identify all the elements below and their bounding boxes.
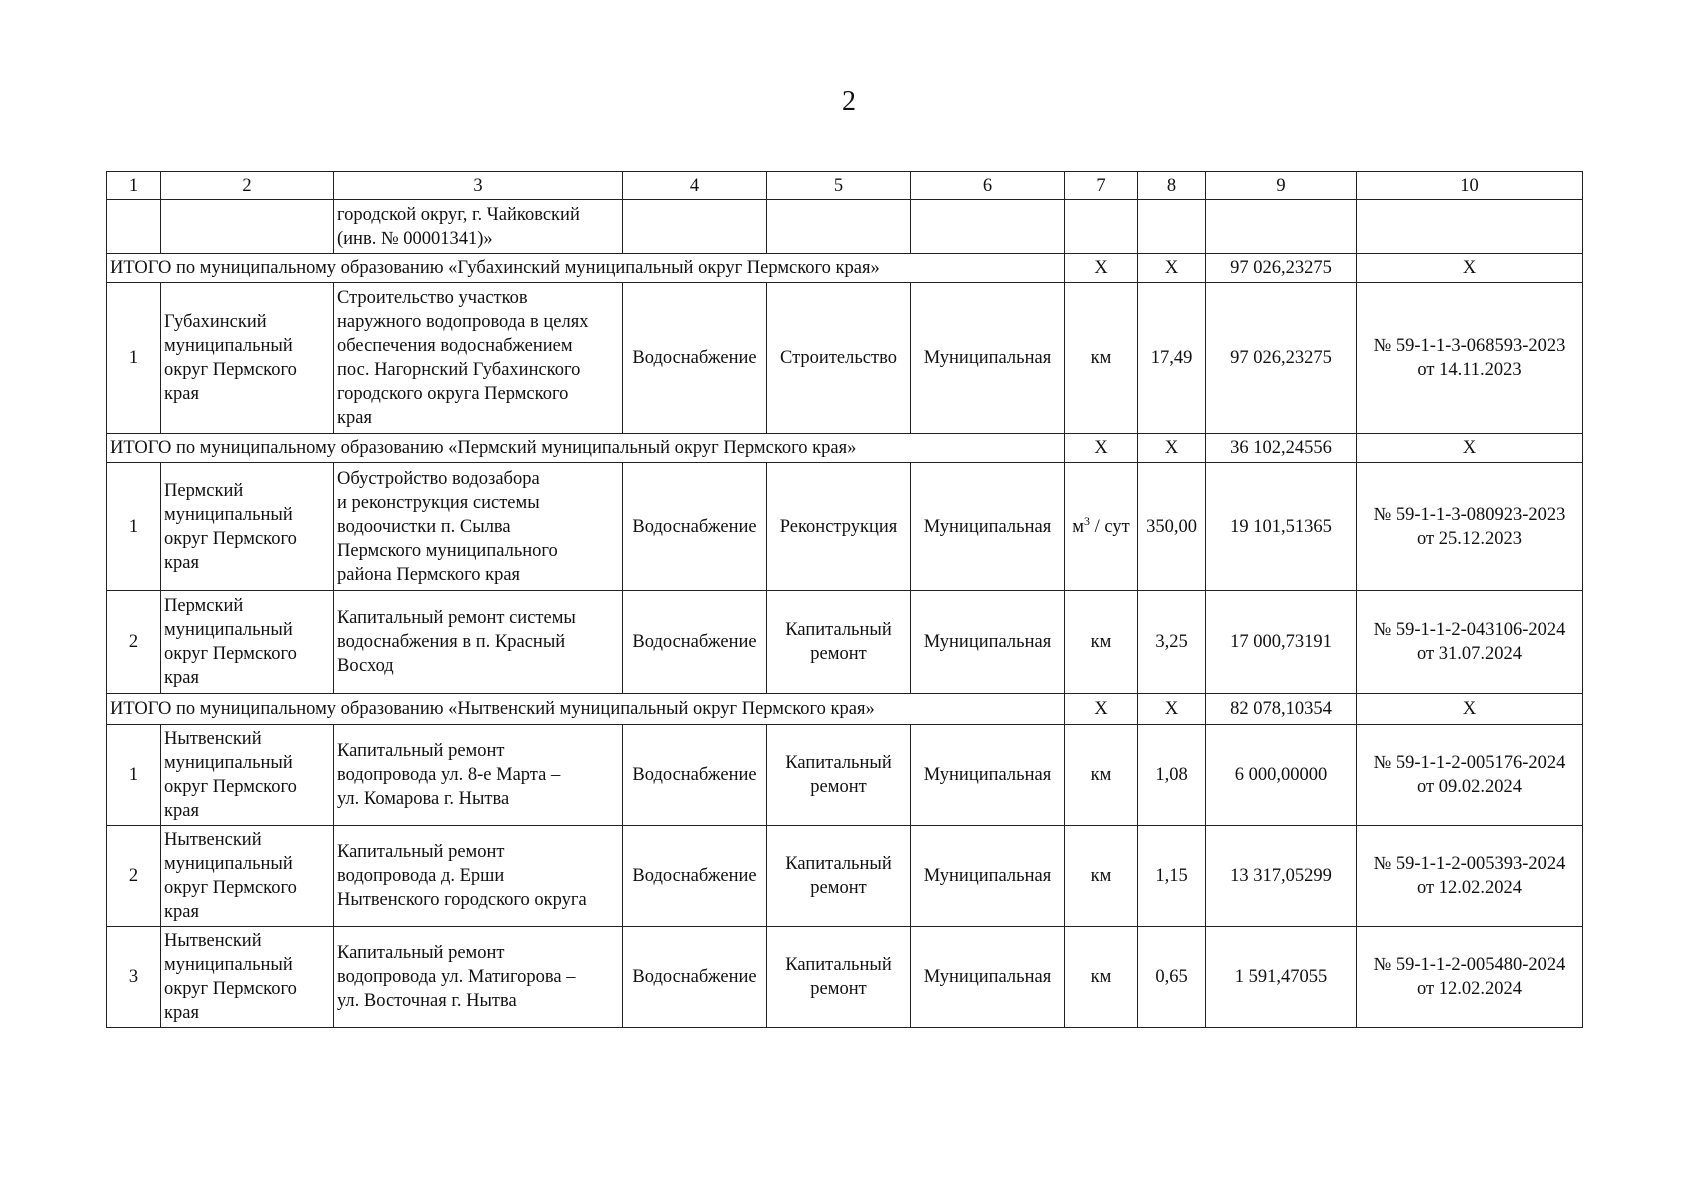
sphere-cell: Водоснабжение <box>623 591 767 694</box>
work-type-cell: Строительство <box>767 283 911 434</box>
sum-cell: 97 026,23275 <box>1206 283 1357 434</box>
quantity-cell: 350,00 <box>1138 463 1206 591</box>
column-number: 10 <box>1357 172 1583 200</box>
unit-cell: км <box>1065 591 1138 694</box>
table-row <box>107 826 1583 927</box>
territory-cell: Пермский муниципальный округ Пермского края <box>161 591 334 694</box>
sphere-cell: Водоснабжение <box>623 725 767 826</box>
column-number: 6 <box>911 172 1065 200</box>
cell-empty <box>1206 200 1357 254</box>
continuation-row <box>107 200 1583 254</box>
sum-cell: 6 000,00000 <box>1206 725 1357 826</box>
table-row <box>107 463 1583 591</box>
total-unit: X <box>1065 434 1138 463</box>
expertise-doc-cell: № 59-1-1-3-080923-2023 от 25.12.2023 <box>1357 463 1583 591</box>
object-name-cell: Капитальный ремонт системы водоснабжения в п. Красный Восход <box>334 591 623 694</box>
territory-cell: Пермский муниципальный округ Пермского края <box>161 463 334 591</box>
column-number: 1 <box>107 172 161 200</box>
quantity-cell: 1,15 <box>1138 826 1206 927</box>
sphere-cell: Водоснабжение <box>623 283 767 434</box>
cell-empty <box>1357 200 1583 254</box>
group-total-label: ИТОГО по муниципальному образованию «Нытвенский муниципальный округ Пермского края» <box>107 694 1065 725</box>
row-number: 1 <box>107 463 161 591</box>
unit-cell: км <box>1065 283 1138 434</box>
cell-empty <box>1065 200 1138 254</box>
sum-cell: 17 000,73191 <box>1206 591 1357 694</box>
work-type-cell: Капитальный ремонт <box>767 927 911 1028</box>
sphere-cell: Водоснабжение <box>623 463 767 591</box>
quantity-cell: 1,08 <box>1138 725 1206 826</box>
column-number: 3 <box>334 172 623 200</box>
cell-empty <box>1138 200 1206 254</box>
ownership-cell: Муниципальная <box>911 826 1065 927</box>
total-sum: 36 102,24556 <box>1206 434 1357 463</box>
total-doc: X <box>1357 434 1583 463</box>
total-doc: X <box>1357 254 1583 283</box>
column-number: 5 <box>767 172 911 200</box>
table-row <box>107 725 1583 826</box>
group-total-row <box>107 694 1583 725</box>
cell-empty <box>107 200 161 254</box>
work-type-cell: Капитальный ремонт <box>767 826 911 927</box>
row-number: 2 <box>107 826 161 927</box>
territory-cell: Губахинский муниципальный округ Пермского края <box>161 283 334 434</box>
column-number: 2 <box>161 172 334 200</box>
unit-cell <box>1065 463 1138 591</box>
group-total-label: ИТОГО по муниципальному образованию «Губахинский муниципальный округ Пермского края» <box>107 254 1065 283</box>
expertise-doc-cell: № 59-1-1-2-005480-2024 от 12.02.2024 <box>1357 927 1583 1028</box>
row-number: 1 <box>107 725 161 826</box>
group-total-row <box>107 254 1583 283</box>
total-doc: X <box>1357 694 1583 725</box>
expertise-doc-cell: № 59-1-1-2-005176-2024 от 09.02.2024 <box>1357 725 1583 826</box>
cell-empty <box>911 200 1065 254</box>
total-qty: X <box>1138 254 1206 283</box>
page-number: 2 <box>842 86 856 117</box>
ownership-cell: Муниципальная <box>911 927 1065 1028</box>
expertise-doc-cell: № 59-1-1-2-005393-2024 от 12.02.2024 <box>1357 826 1583 927</box>
work-type-cell: Капитальный ремонт <box>767 591 911 694</box>
total-unit: X <box>1065 254 1138 283</box>
object-name-cell: Строительство участков наружного водопровода в целях обеспечения водоснабжением пос. Нагорнский Губахинского городского округа Пермского края <box>334 283 623 434</box>
table-row <box>107 591 1583 694</box>
row-number: 3 <box>107 927 161 1028</box>
cell-empty <box>623 200 767 254</box>
territory-cell: Нытвенский муниципальный округ Пермского края <box>161 927 334 1028</box>
sphere-cell: Водоснабжение <box>623 927 767 1028</box>
unit-prefix: м <box>1072 516 1084 537</box>
ownership-cell: Муниципальная <box>911 725 1065 826</box>
total-unit: X <box>1065 694 1138 725</box>
cell-empty <box>161 200 334 254</box>
group-total-row <box>107 434 1583 463</box>
sum-cell: 1 591,47055 <box>1206 927 1357 1028</box>
total-sum: 82 078,10354 <box>1206 694 1357 725</box>
expertise-doc-cell: № 59-1-1-2-043106-2024 от 31.07.2024 <box>1357 591 1583 694</box>
column-number: 8 <box>1138 172 1206 200</box>
object-name-cell: Обустройство водозабора и реконструкция системы водоочистки п. Сылва Пермского муниципального района Пермского края <box>334 463 623 591</box>
expertise-doc-cell: № 59-1-1-3-068593-2023 от 14.11.2023 <box>1357 283 1583 434</box>
sum-cell: 13 317,05299 <box>1206 826 1357 927</box>
work-type-cell: Капитальный ремонт <box>767 725 911 826</box>
investment-program-table <box>106 171 1583 1028</box>
unit-cell: км <box>1065 826 1138 927</box>
quantity-cell: 17,49 <box>1138 283 1206 434</box>
column-number: 9 <box>1206 172 1357 200</box>
object-name-cell: Капитальный ремонт водопровода д. Ерши Нытвенского городского округа <box>334 826 623 927</box>
sum-cell: 19 101,51365 <box>1206 463 1357 591</box>
table-row <box>107 927 1583 1028</box>
object-name-continued: городской округ, г. Чайковский (инв. № 00001341)» <box>334 200 623 254</box>
territory-cell: Нытвенский муниципальный округ Пермского края <box>161 725 334 826</box>
column-number-row <box>107 172 1583 200</box>
table-row <box>107 283 1583 434</box>
cell-empty <box>767 200 911 254</box>
quantity-cell: 3,25 <box>1138 591 1206 694</box>
unit-cell: км <box>1065 725 1138 826</box>
total-qty: X <box>1138 434 1206 463</box>
territory-cell: Нытвенский муниципальный округ Пермского края <box>161 826 334 927</box>
ownership-cell: Муниципальная <box>911 463 1065 591</box>
ownership-cell: Муниципальная <box>911 591 1065 694</box>
work-type-cell: Реконструкция <box>767 463 911 591</box>
unit-suffix: / сут <box>1090 516 1130 537</box>
row-number: 1 <box>107 283 161 434</box>
unit-superscript: 3 <box>1084 513 1090 528</box>
group-total-label: ИТОГО по муниципальному образованию «Пермский муниципальный округ Пермского края» <box>107 434 1065 463</box>
object-name-cell: Капитальный ремонт водопровода ул. Матигорова – ул. Восточная г. Нытва <box>334 927 623 1028</box>
row-number: 2 <box>107 591 161 694</box>
ownership-cell: Муниципальная <box>911 283 1065 434</box>
object-name-cell: Капитальный ремонт водопровода ул. 8-е Марта – ул. Комарова г. Нытва <box>334 725 623 826</box>
total-qty: X <box>1138 694 1206 725</box>
column-number: 7 <box>1065 172 1138 200</box>
column-number: 4 <box>623 172 767 200</box>
sphere-cell: Водоснабжение <box>623 826 767 927</box>
quantity-cell: 0,65 <box>1138 927 1206 1028</box>
unit-cell: км <box>1065 927 1138 1028</box>
total-sum: 97 026,23275 <box>1206 254 1357 283</box>
